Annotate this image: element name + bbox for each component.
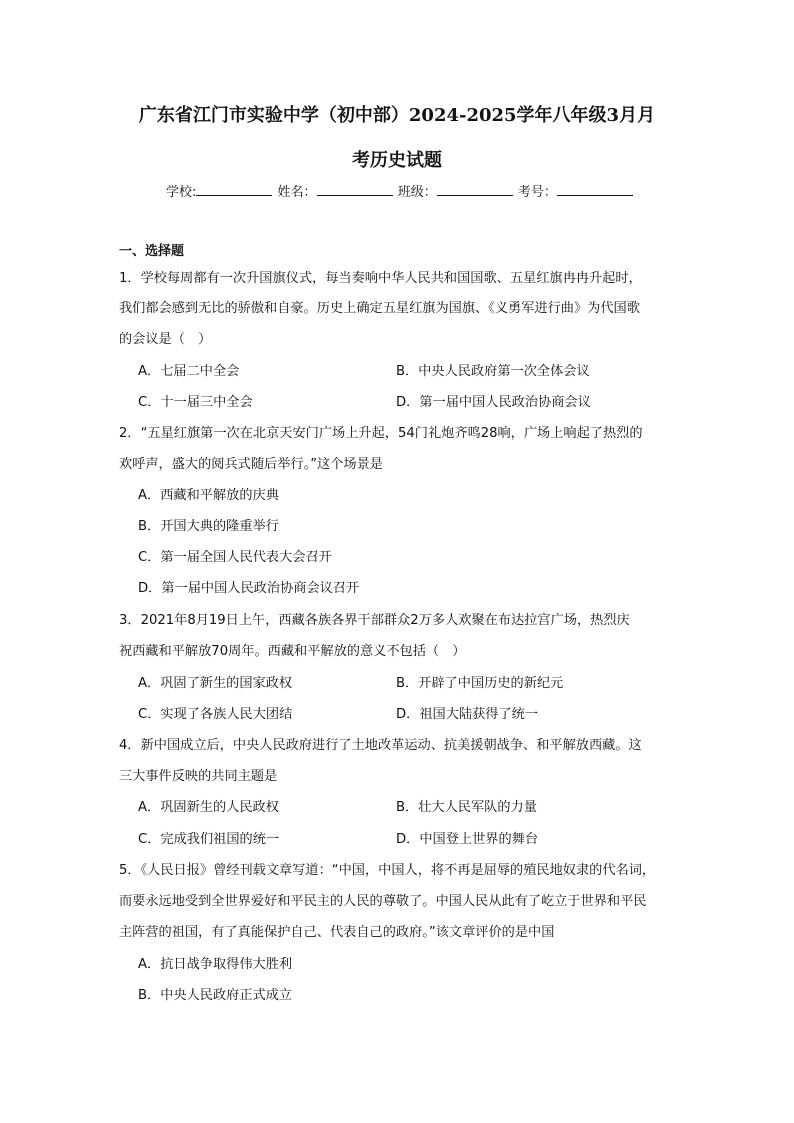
- question-2-option-c[interactable]: C．第一届全国人民代表大会召开: [138, 550, 332, 565]
- question-3-option-b[interactable]: B．开辟了中国历史的新纪元: [396, 676, 564, 691]
- class-label: 班级：: [397, 185, 437, 200]
- question-4-option-a[interactable]: A．巩固新生的人民政权: [138, 800, 279, 815]
- question-2-option-d[interactable]: D．第一届中国人民政治协商会议召开: [138, 581, 360, 596]
- question-2-option-a[interactable]: A．西藏和平解放的庆典: [138, 488, 279, 503]
- question-3-option-c[interactable]: C．实现了各族人民大团结: [138, 707, 293, 722]
- question-5-option-b[interactable]: B．中央人民政府正式成立: [138, 988, 293, 1003]
- question-1-option-a[interactable]: A．七届二中全会: [138, 364, 240, 379]
- question-4-line-2: 三大事件反映的共同主题是: [119, 769, 278, 784]
- question-5-option-a[interactable]: A．抗日战争取得伟大胜利: [138, 957, 293, 972]
- student-info-row: [166, 181, 634, 201]
- class-blank: [437, 181, 513, 196]
- question-3-line-1: 3．2021年8月19日上午，西藏各族各界干部群众2万多人欢聚在布达拉宫广场，热烈庆: [119, 613, 630, 628]
- question-5-line-1: 5．《人民日报》曾经刊载文章写道：“中国，中国人，将不再是屈辱的殖民地奴隶的代名词，: [119, 863, 656, 878]
- question-4-line-1: 4．新中国成立后，中央人民政府进行了土地改革运动、抗美援朝战争、和平解放西藏。这: [119, 738, 642, 753]
- question-5-line-3: 主阵营的祖国，有了真能保护自己、代表自己的政府。”该文章评价的是中国: [119, 925, 555, 940]
- school-label: 学校:: [166, 185, 197, 200]
- question-2-option-b[interactable]: B．开国大典的隆重举行: [138, 519, 279, 534]
- question-4-option-b[interactable]: B．壮大人民军队的力量: [396, 800, 537, 815]
- question-4-option-d[interactable]: D．中国登上世界的舞台: [396, 832, 539, 847]
- question-4-option-c[interactable]: C．完成我们祖国的统一: [138, 832, 280, 847]
- question-3-option-a[interactable]: A．巩固了新生的国家政权: [138, 676, 293, 691]
- question-5-line-2: 而要永远地受到全世界爱好和平民主的人民的尊敬了。中国人民从此有了屹立于世界和平民: [119, 894, 647, 909]
- section-title: 一、选择题: [119, 244, 185, 259]
- question-3-option-d[interactable]: D．祖国大陆获得了统一: [396, 707, 539, 722]
- school-blank: [196, 181, 272, 196]
- question-1-line-3: 的会议是（ ）: [119, 332, 212, 347]
- question-1-option-d[interactable]: D．第一届中国人民政治协商会议: [396, 395, 591, 410]
- question-1-option-b[interactable]: B．中央人民政府第一次全体会议: [396, 364, 590, 379]
- exam-title-line-2: 考历史试题: [352, 150, 442, 171]
- exam-number-label: 考号：: [517, 185, 557, 200]
- question-3-line-2: 祝西藏和平解放70周年。西藏和平解放的意义不包括（ ）: [119, 644, 466, 659]
- question-1-line-1: 1．学校每周都有一次升国旗仪式，每当奏响中华人民共和国国歌、五星红旗冉冉升起时，: [119, 271, 642, 286]
- question-1-line-2: 我们都会感到无比的骄傲和自豪。历史上确定五星红旗为国旗、《义勇军进行曲》为代国歌: [119, 301, 640, 316]
- question-2-line-2: 欢呼声，盛大的阅兵式随后举行。”这个场景是: [119, 457, 383, 472]
- exam-title-line-1: 广东省江门市实验中学（初中部）2024-2025学年八年级3月月: [138, 105, 656, 126]
- question-1-option-c[interactable]: C．十一届三中全会: [138, 395, 253, 410]
- question-2-line-1: 2．“五星红旗第一次在北京天安门广场上升起，54门礼炮齐鸣28响，广场上响起了热烈的: [119, 426, 643, 441]
- name-blank: [317, 181, 393, 196]
- name-label: 姓名：: [277, 185, 317, 200]
- exam-number-blank: [557, 181, 633, 196]
